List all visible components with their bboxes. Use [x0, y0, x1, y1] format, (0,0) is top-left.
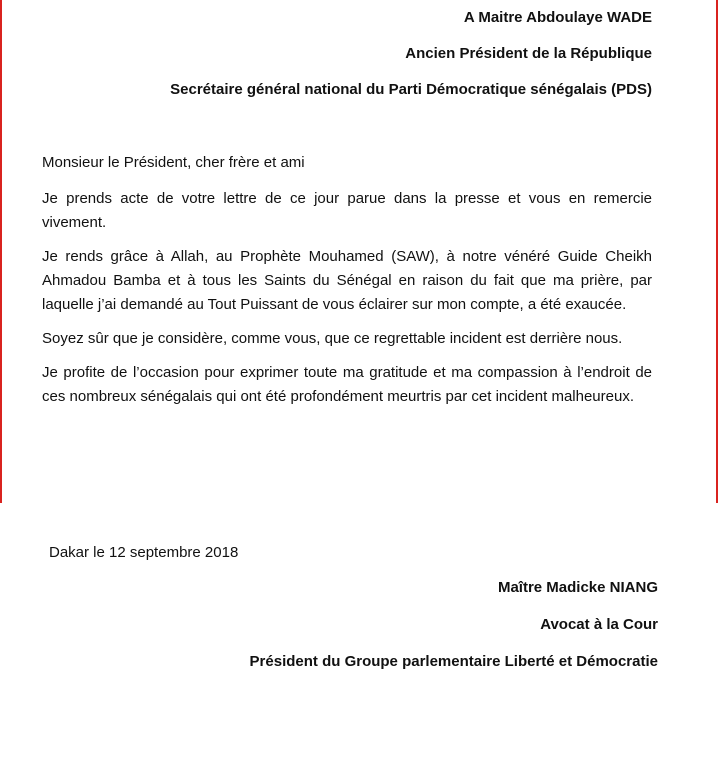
recipient-former-title: Ancien Président de la République: [405, 45, 652, 62]
signatory-name: Maître Madicke NIANG: [497, 579, 658, 596]
paragraph-compassion: Je profite de l’occasion pour exprimer toute ma gratitude et ma compassion à l’endroit de ces nombreux sénégalais qui ont été profondément meurtris par cet incident malheureux.: [42, 364, 652, 405]
paragraph-acknowledgement: Je prends acte de votre lettre de ce jour parue dans la presse et vous en remercie vivement.: [42, 190, 652, 231]
recipient-name: A Maitre Abdoulaye WADE: [463, 9, 652, 26]
signatory-title: Avocat à la Cour: [540, 616, 658, 633]
letter-date: Dakar le 12 septembre 2018: [49, 544, 239, 561]
signatory-role: Président du Groupe parlementaire Liberté et Démocratie: [249, 653, 658, 670]
letter-body: [42, 151, 652, 419]
paragraph-incident-behind: Soyez sûr que je considère, comme vous, que ce regrettable incident est derrière nous.: [42, 330, 623, 347]
salutation: Monsieur le Président, cher frère et ami: [42, 154, 305, 171]
recipient-block: [42, 8, 652, 116]
signature-block: [42, 578, 658, 689]
recipient-party-title: Secrétaire général national du Parti Démocratique sénégalais (PDS): [170, 81, 652, 98]
paragraph-gratitude-prayer: Je rends grâce à Allah, au Prophète Mouhamed (SAW), à notre vénéré Guide Cheikh Ahmadou Bamba et à tous les Saints du Sénégal en raison du fait que ma prière, par laquelle j’ai demandé au Tout Puissant de vous éclairer sur mon compte, a été exaucée.: [42, 248, 652, 313]
